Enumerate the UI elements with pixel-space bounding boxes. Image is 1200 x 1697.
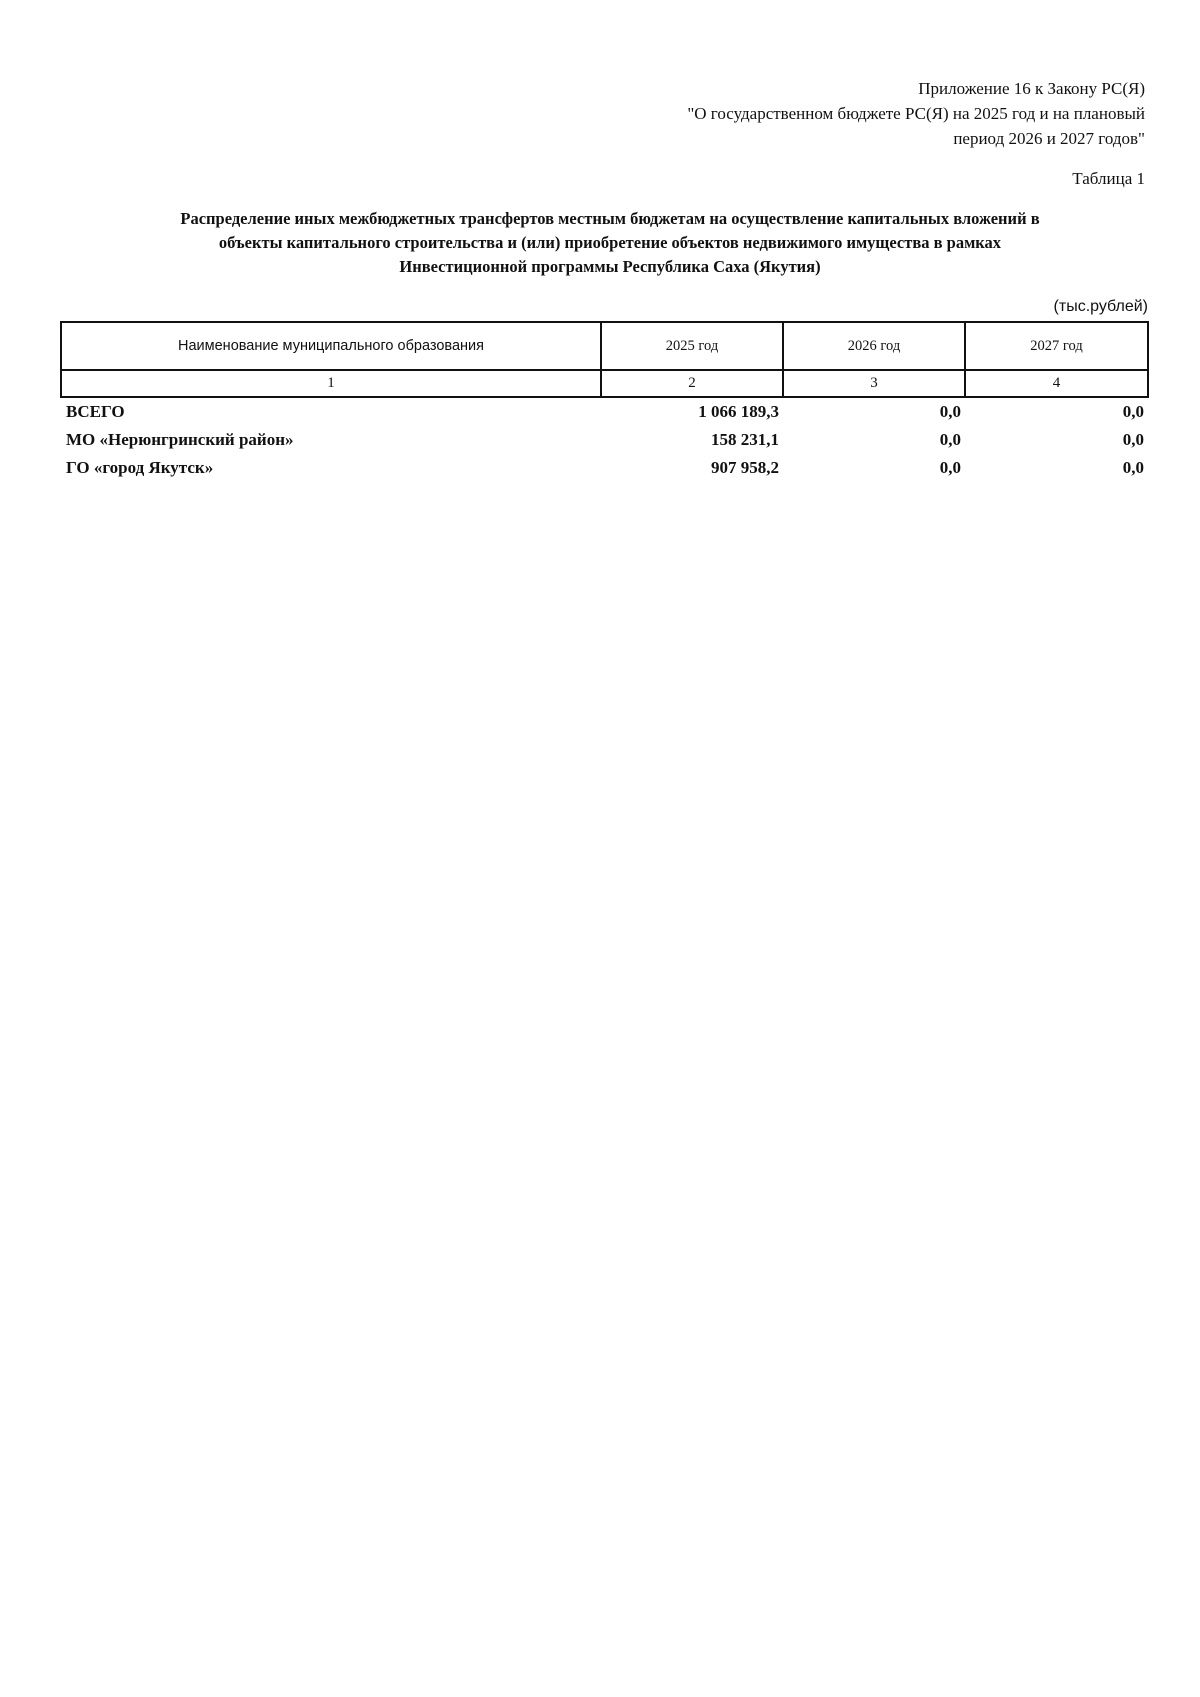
table-row xyxy=(61,454,1148,482)
appendix-line: "О государственном бюджете РС(Я) на 2025 год и на плановый xyxy=(687,104,1145,123)
row-value-2026: 0,0 xyxy=(939,402,961,421)
table-header-row xyxy=(61,322,1148,370)
row-value-2025: 907 958,2 xyxy=(711,458,779,477)
column-number-row xyxy=(61,370,1148,397)
column-number: 4 xyxy=(965,370,1148,397)
appendix-line: период 2026 и 2027 годов" xyxy=(953,129,1145,148)
title-line: Инвестиционной программы Республика Саха (Якутия) xyxy=(399,257,821,276)
column-header-2027: 2027 год xyxy=(965,322,1148,370)
table-row-total xyxy=(61,397,1148,426)
row-name: ГО «город Якутск» xyxy=(66,458,214,477)
allocation-table xyxy=(60,321,1149,482)
column-number: 3 xyxy=(783,370,965,397)
row-name: МО «Нерюнгринский район» xyxy=(66,430,294,449)
document-title xyxy=(85,207,1135,279)
row-value-2027: 0,0 xyxy=(1122,458,1144,477)
row-name: ВСЕГО xyxy=(66,402,125,421)
column-header-2025: 2025 год xyxy=(601,322,783,370)
appendix-line: Приложение 16 к Закону РС(Я) xyxy=(918,79,1145,98)
column-header-2026: 2026 год xyxy=(783,322,965,370)
column-number: 2 xyxy=(601,370,783,397)
title-line: Распределение иных межбюджетных трансфертов местным бюджетам на осуществление капитальных вложений в xyxy=(180,209,1040,228)
table-label: Таблица 1 xyxy=(1072,169,1145,188)
column-number: 1 xyxy=(61,370,601,397)
title-line: объекты капитального строительства и (или) приобретение объектов недвижимого имущества в рамках xyxy=(218,233,1002,252)
row-value-2026: 0,0 xyxy=(939,430,961,449)
row-value-2027: 0,0 xyxy=(1122,430,1144,449)
row-value-2025: 1 066 189,3 xyxy=(698,402,779,421)
row-value-2025: 158 231,1 xyxy=(711,430,779,449)
appendix-reference xyxy=(445,76,1145,151)
row-value-2026: 0,0 xyxy=(939,458,961,477)
units-label: (тыс.рублей) xyxy=(1053,298,1148,315)
column-header-name: Наименование муниципального образования xyxy=(61,322,601,370)
table-row xyxy=(61,426,1148,454)
row-value-2027: 0,0 xyxy=(1122,402,1144,421)
